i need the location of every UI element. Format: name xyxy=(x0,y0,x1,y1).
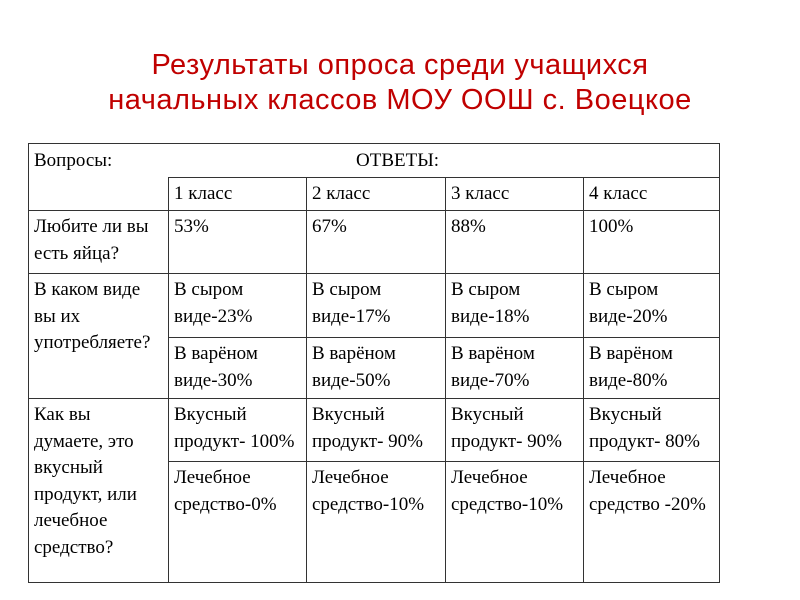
class-header: 1 класс xyxy=(174,183,233,204)
table-rule xyxy=(306,177,307,583)
table-border-right xyxy=(719,143,720,583)
answer-cell: В варёном виде-70% xyxy=(451,343,535,391)
title-line-2: начальных классов МОУ ООШ с. Воецкое xyxy=(108,84,692,116)
title-line-1: Результаты опроса среди учащихся xyxy=(151,49,649,81)
answer-cell: В варёном виде-80% xyxy=(589,343,673,391)
answer-cell: Лечебное средство -20% xyxy=(589,467,706,515)
answer-cell: В сыром виде-23% xyxy=(174,279,253,327)
class-header: 2 класс xyxy=(312,183,371,204)
table-border-top xyxy=(28,143,720,144)
questions-header: Вопросы: xyxy=(34,150,113,171)
answer-cell: В сыром виде-18% xyxy=(451,279,530,327)
answer-cell: Лечебное средство-0% xyxy=(174,467,277,515)
class-header: 4 класс xyxy=(589,183,648,204)
answer-cell: Вкусный продукт- 100% xyxy=(174,404,295,452)
question-cell: В каком виде вы их употребляете? xyxy=(34,279,151,353)
answer-cell: Вкусный продукт- 80% xyxy=(589,404,700,452)
answer-cell: 100% xyxy=(589,216,634,237)
answer-cell: Лечебное средство-10% xyxy=(451,467,564,515)
answer-cell: 53% xyxy=(174,216,209,237)
table-border-bottom xyxy=(28,582,720,583)
answer-cell: В сыром виде-17% xyxy=(312,279,391,327)
question-cell: Любите ли вы есть яйца? xyxy=(34,216,149,264)
answer-cell: В сыром виде-20% xyxy=(589,279,668,327)
question-cell: Как вы думаете, это вкусный продукт, или лечебное средство? xyxy=(34,404,137,558)
answer-cell: Вкусный продукт- 90% xyxy=(451,404,562,452)
answer-cell: Лечебное средство-10% xyxy=(312,467,425,515)
answer-cell: Вкусный продукт- 90% xyxy=(312,404,423,452)
table-border-left xyxy=(28,143,29,583)
table-rule xyxy=(445,177,446,583)
table-rule xyxy=(168,177,169,583)
table-rule xyxy=(583,177,584,583)
answer-cell: В варёном виде-30% xyxy=(174,343,258,391)
answer-cell: 88% xyxy=(451,216,486,237)
answer-cell: 67% xyxy=(312,216,347,237)
answer-cell: В варёном виде-50% xyxy=(312,343,396,391)
class-header: 3 класс xyxy=(451,183,510,204)
answers-header: ОТВЕТЫ: xyxy=(356,150,440,171)
